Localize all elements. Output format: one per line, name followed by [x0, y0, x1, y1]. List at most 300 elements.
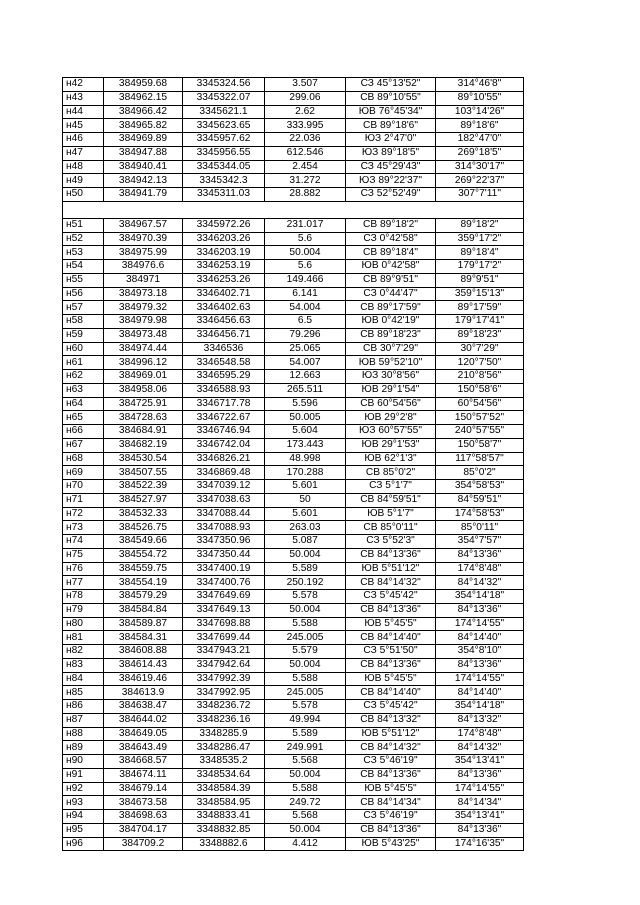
point-id-cell: н71: [63, 493, 104, 507]
point-id-cell: н85: [63, 686, 104, 700]
table-row: [63, 328, 524, 342]
x-coordinate-cell: 384638.47: [104, 700, 183, 714]
direction-angle-cell: 103°14'26": [436, 105, 524, 119]
length-cell: 5.6: [265, 260, 346, 274]
rhumb-cell: СВ 84°13'32": [346, 713, 436, 727]
x-coordinate-cell: 384976.6: [104, 260, 183, 274]
direction-angle-cell: 150°58'6": [436, 383, 524, 397]
x-coordinate-cell: 384584.31: [104, 631, 183, 645]
direction-angle-cell: 84°13'36": [436, 603, 524, 617]
rhumb-cell: ЮЗ 2°47'0": [346, 133, 436, 147]
y-coordinate-cell: 3347039.12: [183, 480, 265, 494]
table-row: [63, 645, 524, 659]
point-id-cell: н56: [63, 287, 104, 301]
table-row: [63, 810, 524, 824]
x-coordinate-cell: 384973.18: [104, 287, 183, 301]
x-coordinate-cell: 384973.48: [104, 328, 183, 342]
y-coordinate-cell: 3347992.95: [183, 686, 265, 700]
table-row: [63, 287, 524, 301]
length-cell: 31.272: [265, 174, 346, 188]
point-id-cell: н91: [63, 768, 104, 782]
y-coordinate-cell: 3346402.71: [183, 287, 265, 301]
direction-angle-cell: 269°22'37": [436, 174, 524, 188]
direction-angle-cell: 359°17'2": [436, 232, 524, 246]
direction-angle-cell: 182°47'0": [436, 133, 524, 147]
direction-angle-cell: 354°13'41": [436, 810, 524, 824]
point-id-cell: н45: [63, 119, 104, 133]
length-cell: 50.004: [265, 246, 346, 260]
point-id-cell: н58: [63, 315, 104, 329]
rhumb-cell: СВ 84°14'32": [346, 576, 436, 590]
x-coordinate-cell: 384709.2: [104, 837, 183, 851]
table-row: [63, 617, 524, 631]
table-row: [63, 397, 524, 411]
table-row: [63, 782, 524, 796]
y-coordinate-cell: 3347649.69: [183, 590, 265, 604]
table-row: [63, 356, 524, 370]
point-id-cell: н44: [63, 105, 104, 119]
direction-angle-cell: 174°58'53": [436, 507, 524, 521]
x-coordinate-cell: 384979.32: [104, 301, 183, 315]
direction-angle-cell: 84°13'36": [436, 823, 524, 837]
point-id-cell: н79: [63, 603, 104, 617]
y-coordinate-cell: 3347943.21: [183, 645, 265, 659]
point-id-cell: н52: [63, 232, 104, 246]
x-coordinate-cell: 384969.89: [104, 133, 183, 147]
direction-angle-cell: 210°8'56": [436, 370, 524, 384]
point-id-cell: н42: [63, 78, 104, 92]
direction-angle-cell: 354°14'18": [436, 700, 524, 714]
direction-angle-cell: 174°8'48": [436, 727, 524, 741]
direction-angle-cell: 354°8'10": [436, 645, 524, 659]
y-coordinate-cell: 3346722.67: [183, 411, 265, 425]
rhumb-cell: СВ 89°18'2": [346, 218, 436, 232]
y-coordinate-cell: 3348286.47: [183, 741, 265, 755]
x-coordinate-cell: 384668.57: [104, 755, 183, 769]
table-row: [63, 755, 524, 769]
x-coordinate-cell: 384967.57: [104, 218, 183, 232]
length-cell: 149.466: [265, 273, 346, 287]
point-id-cell: н87: [63, 713, 104, 727]
x-coordinate-cell: 384554.72: [104, 548, 183, 562]
table-row: [63, 768, 524, 782]
y-coordinate-cell: 3347038.63: [183, 493, 265, 507]
length-cell: 333.995: [265, 119, 346, 133]
direction-angle-cell: 174°8'48": [436, 562, 524, 576]
y-coordinate-cell: 3345342.3: [183, 174, 265, 188]
x-coordinate-cell: 384614.43: [104, 658, 183, 672]
x-coordinate-cell: 384679.14: [104, 782, 183, 796]
x-coordinate-cell: 384971: [104, 273, 183, 287]
x-coordinate-cell: 384579.29: [104, 590, 183, 604]
y-coordinate-cell: 3348535.2: [183, 755, 265, 769]
length-cell: 2.454: [265, 160, 346, 174]
length-cell: 170.288: [265, 466, 346, 480]
point-id-cell: н46: [63, 133, 104, 147]
y-coordinate-cell: 3346536: [183, 342, 265, 356]
table-row: [63, 160, 524, 174]
length-cell: 5.604: [265, 425, 346, 439]
rhumb-cell: ЮВ 5°43'25": [346, 837, 436, 851]
point-id-cell: н82: [63, 645, 104, 659]
length-cell: 50.004: [265, 658, 346, 672]
y-coordinate-cell: 3346253.19: [183, 260, 265, 274]
direction-angle-cell: 269°18'5": [436, 146, 524, 160]
length-cell: 5.578: [265, 590, 346, 604]
direction-angle-cell: 84°13'36": [436, 658, 524, 672]
y-coordinate-cell: 3346253.26: [183, 273, 265, 287]
direction-angle-cell: 85°0'2": [436, 466, 524, 480]
direction-angle-cell: 84°14'40": [436, 631, 524, 645]
table-row: [63, 823, 524, 837]
table-row: [63, 796, 524, 810]
length-cell: 5.596: [265, 397, 346, 411]
x-coordinate-cell: 384996.12: [104, 356, 183, 370]
length-cell: 48.998: [265, 452, 346, 466]
point-id-cell: н66: [63, 425, 104, 439]
y-coordinate-cell: 3348832.85: [183, 823, 265, 837]
rhumb-cell: ЮВ 0°42'19": [346, 315, 436, 329]
table-row: [63, 631, 524, 645]
length-cell: 5.579: [265, 645, 346, 659]
separator-cell: [63, 201, 524, 218]
x-coordinate-cell: 384643.49: [104, 741, 183, 755]
x-coordinate-cell: 384527.97: [104, 493, 183, 507]
x-coordinate-cell: 384522.39: [104, 480, 183, 494]
x-coordinate-cell: 384644.02: [104, 713, 183, 727]
rhumb-cell: ЮВ 76°45'34": [346, 105, 436, 119]
table-row: [63, 535, 524, 549]
direction-angle-cell: 84°14'34": [436, 796, 524, 810]
x-coordinate-cell: 384974.44: [104, 342, 183, 356]
direction-angle-cell: 84°13'36": [436, 768, 524, 782]
length-cell: 54.004: [265, 301, 346, 315]
table-row: [63, 188, 524, 202]
rhumb-cell: СВ 30°7'29": [346, 342, 436, 356]
y-coordinate-cell: 3347350.44: [183, 548, 265, 562]
y-coordinate-cell: 3346826.21: [183, 452, 265, 466]
y-coordinate-cell: 3347088.93: [183, 521, 265, 535]
rhumb-cell: СВ 84°13'36": [346, 768, 436, 782]
y-coordinate-cell: 3347699.44: [183, 631, 265, 645]
length-cell: 5.589: [265, 562, 346, 576]
rhumb-cell: ЮВ 62°1'3": [346, 452, 436, 466]
table-row: [63, 548, 524, 562]
table-row: [63, 260, 524, 274]
point-id-cell: н84: [63, 672, 104, 686]
y-coordinate-cell: 3346203.26: [183, 232, 265, 246]
direction-angle-cell: 89°18'23": [436, 328, 524, 342]
length-cell: 49.994: [265, 713, 346, 727]
x-coordinate-cell: 384673.58: [104, 796, 183, 810]
point-id-cell: н76: [63, 562, 104, 576]
point-id-cell: н96: [63, 837, 104, 851]
rhumb-cell: СВ 89°18'4": [346, 246, 436, 260]
table-row: [63, 383, 524, 397]
table-row: [63, 146, 524, 160]
rhumb-cell: СВ 84°13'36": [346, 603, 436, 617]
x-coordinate-cell: 384674.11: [104, 768, 183, 782]
point-id-cell: н68: [63, 452, 104, 466]
point-id-cell: н88: [63, 727, 104, 741]
point-id-cell: н55: [63, 273, 104, 287]
x-coordinate-cell: 384959.68: [104, 78, 183, 92]
length-cell: 173.443: [265, 438, 346, 452]
y-coordinate-cell: 3347942.64: [183, 658, 265, 672]
direction-angle-cell: 240°57'55": [436, 425, 524, 439]
y-coordinate-cell: 3346595.29: [183, 370, 265, 384]
point-id-cell: н47: [63, 146, 104, 160]
rhumb-cell: ЮВ 5°1'7": [346, 507, 436, 521]
direction-angle-cell: 314°46'8": [436, 78, 524, 92]
direction-angle-cell: 354°7'57": [436, 535, 524, 549]
table-row: [63, 562, 524, 576]
direction-angle-cell: 84°59'51": [436, 493, 524, 507]
rhumb-cell: СВ 84°14'34": [346, 796, 436, 810]
rhumb-cell: ЮВ 5°45'5": [346, 782, 436, 796]
rhumb-cell: СВ 60°54'56": [346, 397, 436, 411]
x-coordinate-cell: 384966.42: [104, 105, 183, 119]
direction-angle-cell: 179°17'2": [436, 260, 524, 274]
direction-angle-cell: 174°14'55": [436, 782, 524, 796]
length-cell: 12.663: [265, 370, 346, 384]
point-id-cell: н86: [63, 700, 104, 714]
length-cell: 5.588: [265, 617, 346, 631]
table-row: [63, 174, 524, 188]
direction-angle-cell: 354°13'41": [436, 755, 524, 769]
point-id-cell: н65: [63, 411, 104, 425]
point-id-cell: н75: [63, 548, 104, 562]
table-row: [63, 590, 524, 604]
point-id-cell: н53: [63, 246, 104, 260]
direction-angle-cell: 84°14'40": [436, 686, 524, 700]
table-row: [63, 91, 524, 105]
rhumb-cell: ЮВ 29°2'8": [346, 411, 436, 425]
direction-angle-cell: 85°0'11": [436, 521, 524, 535]
length-cell: 249.991: [265, 741, 346, 755]
y-coordinate-cell: 3347698.88: [183, 617, 265, 631]
length-cell: 231.017: [265, 218, 346, 232]
length-cell: 50.005: [265, 411, 346, 425]
y-coordinate-cell: 3348882.6: [183, 837, 265, 851]
table-row: [63, 521, 524, 535]
length-cell: 263.03: [265, 521, 346, 535]
point-id-cell: н80: [63, 617, 104, 631]
point-id-cell: н92: [63, 782, 104, 796]
rhumb-cell: СВ 84°13'36": [346, 548, 436, 562]
table-row: [63, 105, 524, 119]
y-coordinate-cell: 3346456.71: [183, 328, 265, 342]
rhumb-cell: ЮВ 5°51'12": [346, 562, 436, 576]
y-coordinate-cell: 3348534.64: [183, 768, 265, 782]
x-coordinate-cell: 384965.82: [104, 119, 183, 133]
y-coordinate-cell: 3347088.44: [183, 507, 265, 521]
y-coordinate-cell: 3345621.1: [183, 105, 265, 119]
point-id-cell: н93: [63, 796, 104, 810]
point-id-cell: н54: [63, 260, 104, 274]
table-row: [63, 672, 524, 686]
length-cell: 5.588: [265, 782, 346, 796]
x-coordinate-cell: 384608.88: [104, 645, 183, 659]
length-cell: 3.507: [265, 78, 346, 92]
x-coordinate-cell: 384649.05: [104, 727, 183, 741]
length-cell: 5.568: [265, 755, 346, 769]
direction-angle-cell: 179°17'41": [436, 315, 524, 329]
direction-angle-cell: 89°10'55": [436, 91, 524, 105]
direction-angle-cell: 84°14'32": [436, 576, 524, 590]
y-coordinate-cell: 3345322.07: [183, 91, 265, 105]
table-row: [63, 370, 524, 384]
table-row: [63, 727, 524, 741]
table-row: [63, 493, 524, 507]
length-cell: 5.087: [265, 535, 346, 549]
direction-angle-cell: 174°14'55": [436, 617, 524, 631]
point-id-cell: н62: [63, 370, 104, 384]
point-id-cell: н72: [63, 507, 104, 521]
length-cell: 22.036: [265, 133, 346, 147]
rhumb-cell: СЗ 45°29'43": [346, 160, 436, 174]
x-coordinate-cell: 384507.55: [104, 466, 183, 480]
direction-angle-cell: 359°15'13": [436, 287, 524, 301]
direction-angle-cell: 89°18'6": [436, 119, 524, 133]
direction-angle-cell: 60°54'56": [436, 397, 524, 411]
length-cell: 612.546: [265, 146, 346, 160]
x-coordinate-cell: 384940.41: [104, 160, 183, 174]
table-row: [63, 686, 524, 700]
length-cell: 6.141: [265, 287, 346, 301]
point-id-cell: н73: [63, 521, 104, 535]
x-coordinate-cell: 384704.17: [104, 823, 183, 837]
table-row: [63, 411, 524, 425]
rhumb-cell: ЮЗ 89°18'5": [346, 146, 436, 160]
y-coordinate-cell: 3346203.19: [183, 246, 265, 260]
length-cell: 249.72: [265, 796, 346, 810]
y-coordinate-cell: 3346402.63: [183, 301, 265, 315]
table-row: [63, 78, 524, 92]
table-row: [63, 658, 524, 672]
y-coordinate-cell: 3345972.26: [183, 218, 265, 232]
rhumb-cell: ЮВ 29°1'54": [346, 383, 436, 397]
direction-angle-cell: 84°13'32": [436, 713, 524, 727]
x-coordinate-cell: 384970.39: [104, 232, 183, 246]
point-id-cell: н50: [63, 188, 104, 202]
rhumb-cell: ЮВ 29°1'53": [346, 438, 436, 452]
length-cell: 28.882: [265, 188, 346, 202]
y-coordinate-cell: 3347400.19: [183, 562, 265, 576]
rhumb-cell: СВ 89°9'51": [346, 273, 436, 287]
table-row: [63, 700, 524, 714]
rhumb-cell: ЮВ 5°51'12": [346, 727, 436, 741]
length-cell: 50.004: [265, 548, 346, 562]
rhumb-cell: ЮВ 5°45'5": [346, 617, 436, 631]
rhumb-cell: СВ 84°14'40": [346, 631, 436, 645]
rhumb-cell: ЮВ 59°52'10": [346, 356, 436, 370]
table-row: [63, 480, 524, 494]
x-coordinate-cell: 384589.87: [104, 617, 183, 631]
point-id-cell: н70: [63, 480, 104, 494]
point-id-cell: н48: [63, 160, 104, 174]
point-id-cell: н59: [63, 328, 104, 342]
x-coordinate-cell: 384958.06: [104, 383, 183, 397]
direction-angle-cell: 150°58'7": [436, 438, 524, 452]
table-row: [63, 218, 524, 232]
y-coordinate-cell: 3346869.48: [183, 466, 265, 480]
x-coordinate-cell: 384698.63: [104, 810, 183, 824]
y-coordinate-cell: 3346746.94: [183, 425, 265, 439]
y-coordinate-cell: 3347649.13: [183, 603, 265, 617]
point-id-cell: н63: [63, 383, 104, 397]
rhumb-cell: СВ 84°59'51": [346, 493, 436, 507]
y-coordinate-cell: 3345956.55: [183, 146, 265, 160]
length-cell: 50.004: [265, 823, 346, 837]
y-coordinate-cell: 3345344.05: [183, 160, 265, 174]
table-row: [63, 603, 524, 617]
length-cell: 250.192: [265, 576, 346, 590]
rhumb-cell: СВ 85°0'2": [346, 466, 436, 480]
length-cell: 299.06: [265, 91, 346, 105]
boundary-points-table: [62, 77, 524, 851]
length-cell: 5.601: [265, 507, 346, 521]
table-row: [63, 837, 524, 851]
point-id-cell: н49: [63, 174, 104, 188]
length-cell: 79.296: [265, 328, 346, 342]
x-coordinate-cell: 384684.91: [104, 425, 183, 439]
direction-angle-cell: 307°7'11": [436, 188, 524, 202]
table-row: [63, 342, 524, 356]
rhumb-cell: СЗ 5°1'7": [346, 480, 436, 494]
direction-angle-cell: 150°57'52": [436, 411, 524, 425]
rhumb-cell: СВ 85°0'11": [346, 521, 436, 535]
table-row: [63, 232, 524, 246]
rhumb-cell: ЮВ 5°45'5": [346, 672, 436, 686]
rhumb-cell: СВ 84°14'32": [346, 741, 436, 755]
rhumb-cell: ЮЗ 30°8'56": [346, 370, 436, 384]
x-coordinate-cell: 384962.15: [104, 91, 183, 105]
length-cell: 5.589: [265, 727, 346, 741]
table-row: [63, 273, 524, 287]
table-row: [63, 133, 524, 147]
coordinates-sheet: [62, 77, 523, 851]
length-cell: 5.568: [265, 810, 346, 824]
point-id-cell: н89: [63, 741, 104, 755]
x-coordinate-cell: 384619.46: [104, 672, 183, 686]
length-cell: 50.004: [265, 768, 346, 782]
x-coordinate-cell: 384549.66: [104, 535, 183, 549]
y-coordinate-cell: 3348833.41: [183, 810, 265, 824]
y-coordinate-cell: 3346742.04: [183, 438, 265, 452]
y-coordinate-cell: 3348584.95: [183, 796, 265, 810]
x-coordinate-cell: 384728.63: [104, 411, 183, 425]
y-coordinate-cell: 3347400.76: [183, 576, 265, 590]
rhumb-cell: ЮЗ 60°57'55": [346, 425, 436, 439]
length-cell: 25.065: [265, 342, 346, 356]
rhumb-cell: СВ 84°14'40": [346, 686, 436, 700]
direction-angle-cell: 314°30'17": [436, 160, 524, 174]
direction-angle-cell: 89°18'2": [436, 218, 524, 232]
direction-angle-cell: 354°14'18": [436, 590, 524, 604]
direction-angle-cell: 84°14'32": [436, 741, 524, 755]
point-id-cell: н81: [63, 631, 104, 645]
rhumb-cell: СЗ 5°51'50": [346, 645, 436, 659]
rhumb-cell: СЗ 45°13'52": [346, 78, 436, 92]
x-coordinate-cell: 384725.91: [104, 397, 183, 411]
length-cell: 2.62: [265, 105, 346, 119]
x-coordinate-cell: 384613.9: [104, 686, 183, 700]
point-id-cell: н94: [63, 810, 104, 824]
direction-angle-cell: 89°18'4": [436, 246, 524, 260]
length-cell: 5.578: [265, 700, 346, 714]
direction-angle-cell: 30°7'29": [436, 342, 524, 356]
